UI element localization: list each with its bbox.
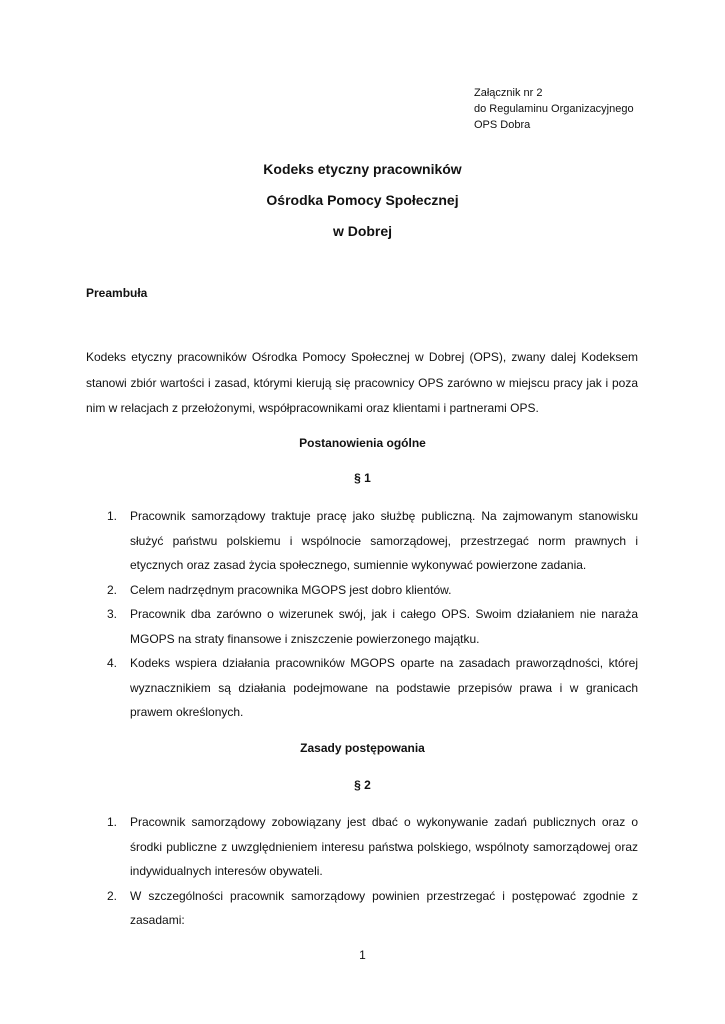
list-item-number: 1. xyxy=(107,509,118,523)
list-item-text: Celem nadrzędnym pracownika MGOPS jest dobro klientów. xyxy=(130,582,452,597)
list-item-number: 4. xyxy=(107,656,118,670)
preamble-heading: Preambuła xyxy=(86,286,148,300)
section-1-paragraph-mark: § 1 xyxy=(354,471,371,485)
list-item xyxy=(86,578,638,603)
attachment-note xyxy=(474,85,634,133)
list-item-number: 3. xyxy=(107,607,118,621)
section-2-heading: Zasady postępowania xyxy=(300,741,425,755)
section-1-list xyxy=(86,504,638,725)
document-title-line-2: Ośrodka Pomocy Społecznej xyxy=(266,192,459,208)
list-item-text: W szczególności pracownik samorządowy powinien przestrzegać i postępować zgodnie z zasadami: xyxy=(130,888,638,927)
section-2-paragraph-mark: § 2 xyxy=(354,778,371,792)
attachment-line-2: do Regulaminu Organizacyjnego xyxy=(474,103,634,115)
list-item xyxy=(86,651,638,725)
list-item-number: 1. xyxy=(107,815,118,829)
list-item-number: 2. xyxy=(107,888,118,903)
list-item-text: Pracownik samorządowy zobowiązany jest dbać o wykonywanie zadań publicznych oraz o środki publiczne z uwzględnieniem interesu państwa polskiego, wspólnoty samorządowej oraz indywidualnych interesów obywateli. xyxy=(130,815,638,878)
page-number: 1 xyxy=(359,948,366,962)
list-item-number: 2. xyxy=(107,582,118,597)
section-1-heading: Postanowienia ogólne xyxy=(299,436,426,450)
list-item xyxy=(86,810,638,884)
section-2-list xyxy=(86,810,638,933)
document-title-line-1: Kodeks etyczny pracowników xyxy=(263,161,462,177)
list-item xyxy=(86,884,638,933)
document-title-line-3: w Dobrej xyxy=(332,223,393,239)
list-item xyxy=(86,504,638,578)
list-item-text: Pracownik samorządowy traktuje pracę jako służbę publiczną. Na zajmowanym stanowisku służyć państwu polskiemu i wspólnocie samorządowej, przestrzegać norm prawnych i etycznych oraz zasad życia społecznego, sumiennie wykonywać powierzone zadania. xyxy=(130,509,638,572)
list-item-text: Pracownik dba zarówno o wizerunek swój, jak i całego OPS. Swoim działaniem nie naraża MGOPS na straty finansowe i zniszczenie powierzonego majątku. xyxy=(130,607,638,646)
attachment-line-1: Załącznik nr 2 xyxy=(474,87,543,99)
list-item xyxy=(86,602,638,651)
list-item-text: Kodeks wspiera działania pracowników MGOPS oparte na zasadach praworządności, której wyznacznikiem są działania podejmowane na podstawie przepisów prawa i w granicach prawem określonych. xyxy=(130,656,638,719)
attachment-line-3: OPS Dobra xyxy=(474,119,531,131)
preamble-text: Kodeks etyczny pracowników Ośrodka Pomocy Społecznej w Dobrej (OPS), zwany dalej Kodeksem stanowi zbiór wartości i zasad, którymi kierują się pracownicy OPS zarówno w miejscu pracy jak i poza nim w relacjach z przełożonymi, współpracownikami oraz klientami i partnerami OPS. xyxy=(86,350,638,415)
